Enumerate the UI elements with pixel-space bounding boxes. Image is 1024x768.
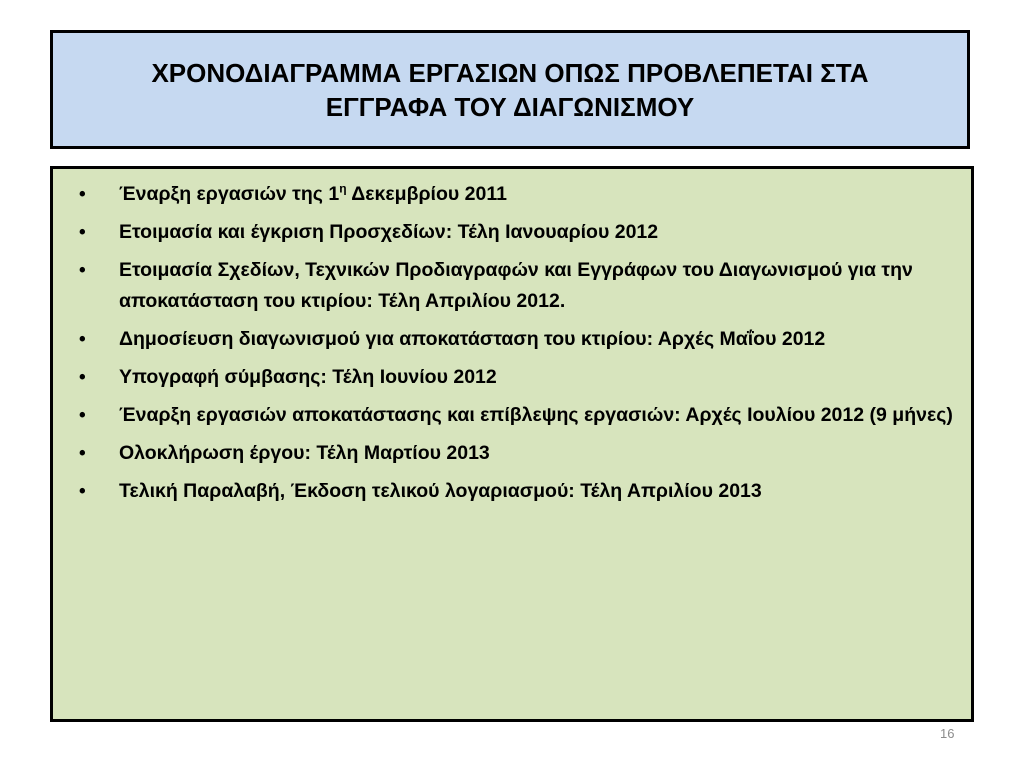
- slide-number: 16: [940, 726, 955, 741]
- bullet-item: [77, 255, 955, 317]
- bullet-text-start: Έναρξη εργασιών της 1: [119, 183, 340, 205]
- bullet-text-superscript: η: [339, 181, 347, 196]
- bullet-text: Ετοιμασία και έγκριση Προσχεδίων: Τέλη Ιανουαρίου 2012: [119, 221, 659, 243]
- bullet-item: [77, 400, 955, 431]
- bullet-item: [77, 476, 955, 507]
- title-line-2: ΕΓΓΡΑΦΑ ΤΟΥ ΔΙΑΓΩΝΙΣΜΟΥ: [325, 91, 695, 122]
- bullet-list: [77, 179, 955, 507]
- bullet-item: [77, 324, 955, 355]
- bullet-text: Υπογραφή σύμβασης: Τέλη Ιουνίου 2012: [119, 366, 497, 388]
- title-box: [50, 30, 970, 149]
- bullet-text: Δημοσίευση διαγωνισμού για αποκατάσταση του κτιρίου: Αρχές Μαΐου 2012: [119, 328, 826, 350]
- bullet-text-end: Δεκεμβρίου 2011: [346, 183, 507, 205]
- bullet-icon: •: [79, 222, 86, 243]
- bullet-item: [77, 362, 955, 393]
- bullet-icon: •: [79, 367, 86, 388]
- bullet-icon: •: [79, 260, 86, 281]
- bullet-item: [77, 179, 955, 210]
- bullet-icon: •: [79, 184, 86, 205]
- bullet-icon: •: [79, 443, 86, 464]
- bullet-item: [77, 438, 955, 469]
- bullet-icon: •: [79, 405, 86, 426]
- bullet-text: Ετοιμασία Σχεδίων, Τεχνικών Προδιαγραφών και Εγγράφων του Διαγωνισμού για την αποκατάσταση του κτιρίου: Τέλη Απριλίου 2012.: [119, 259, 913, 312]
- bullet-icon: •: [79, 329, 86, 350]
- bullet-text: Έναρξη εργασιών αποκατάστασης και επίβλεψης εργασιών: Αρχές Ιουλίου 2012 (9 μήνες): [119, 404, 953, 426]
- bullet-text: Ολοκλήρωση έργου: Τέλη Μαρτίου 2013: [119, 442, 490, 464]
- bullet-icon: •: [79, 481, 86, 502]
- content-box: [50, 166, 974, 722]
- bullet-text: Τελική Παραλαβή, Έκδοση τελικού λογαριασμού: Τέλη Απριλίου 2013: [119, 480, 762, 502]
- bullet-item: [77, 217, 955, 248]
- title-line-1: ΧΡΟΝΟΔΙΑΓΡΑΜΜΑ ΕΡΓΑΣΙΩΝ ΟΠΩΣ ΠΡΟΒΛΕΠΕΤΑΙ ΣΤΑ: [151, 57, 869, 88]
